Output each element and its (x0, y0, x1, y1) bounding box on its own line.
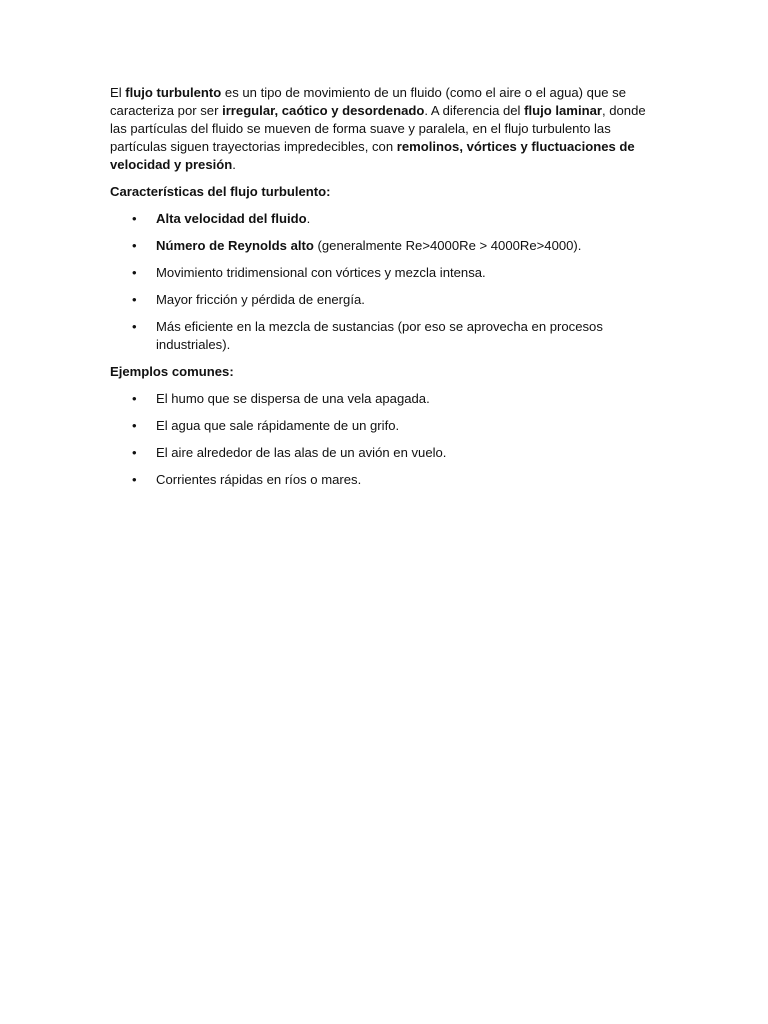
bullet-icon: • (132, 292, 137, 307)
bullet-icon: • (132, 472, 137, 487)
bullet-icon: • (132, 391, 137, 406)
list-item (110, 291, 656, 309)
intro-bold-term: remolinos, vórtices y fluctuaciones de velocidad y presión (110, 139, 635, 172)
intro-bold-term: flujo laminar (524, 103, 602, 118)
list-item (110, 210, 656, 228)
bullet-icon: • (132, 319, 137, 334)
intro-bold-term: flujo turbulento (125, 85, 222, 100)
list-item-text: El humo que se dispersa de una vela apagada. (156, 391, 430, 406)
bullet-icon: • (132, 418, 137, 433)
bullet-icon: • (132, 265, 137, 280)
examples-list (110, 390, 656, 489)
list-item-text: Corrientes rápidas en ríos o mares. (156, 472, 362, 487)
list-item-text: El aire alrededor de las alas de un avión en vuelo. (156, 445, 447, 460)
intro-paragraph (110, 84, 656, 174)
document-page (110, 84, 656, 498)
intro-bold-term: irregular, caótico y desordenado (222, 103, 425, 118)
list-item-text: Más eficiente en la mezcla de sustancias (por eso se aprovecha en procesos industriales). (156, 319, 603, 352)
characteristics-heading: Características del flujo turbulento: (110, 184, 331, 199)
intro-text: El (110, 85, 126, 100)
list-item-bold: Alta velocidad del fluido (156, 211, 307, 226)
bullet-icon: • (132, 445, 137, 460)
intro-text: es un tipo de movimiento de un fluido (como el aire o el agua) que se caracteriza por ser (110, 85, 626, 118)
list-item (110, 318, 656, 354)
list-item-text: El agua que sale rápidamente de un grifo. (156, 418, 400, 433)
list-item (110, 444, 656, 462)
bullet-icon: • (132, 211, 137, 226)
list-item (110, 264, 656, 282)
list-item (110, 417, 656, 435)
intro-text: , donde las partículas del fluido se mueven de forma suave y paralela, en el flujo turbulento las partículas siguen trayectorias impredecibles, con (110, 103, 646, 154)
bullet-icon: • (132, 238, 137, 253)
list-item (110, 471, 656, 489)
examples-heading: Ejemplos comunes: (110, 364, 234, 379)
list-item (110, 237, 656, 255)
list-item-text: (generalmente Re>4000Re > 4000Re>4000). (313, 238, 582, 253)
list-item-text: Movimiento tridimensional con vórtices y mezcla intensa. (156, 265, 486, 280)
list-item-text: Mayor fricción y pérdida de energía. (156, 292, 365, 307)
characteristics-list (110, 210, 656, 354)
intro-text: . (232, 157, 236, 172)
list-item-bold: Número de Reynolds alto (156, 238, 314, 253)
intro-text: . A diferencia del (424, 103, 525, 118)
list-item-text: . (306, 211, 311, 226)
list-item (110, 390, 656, 408)
